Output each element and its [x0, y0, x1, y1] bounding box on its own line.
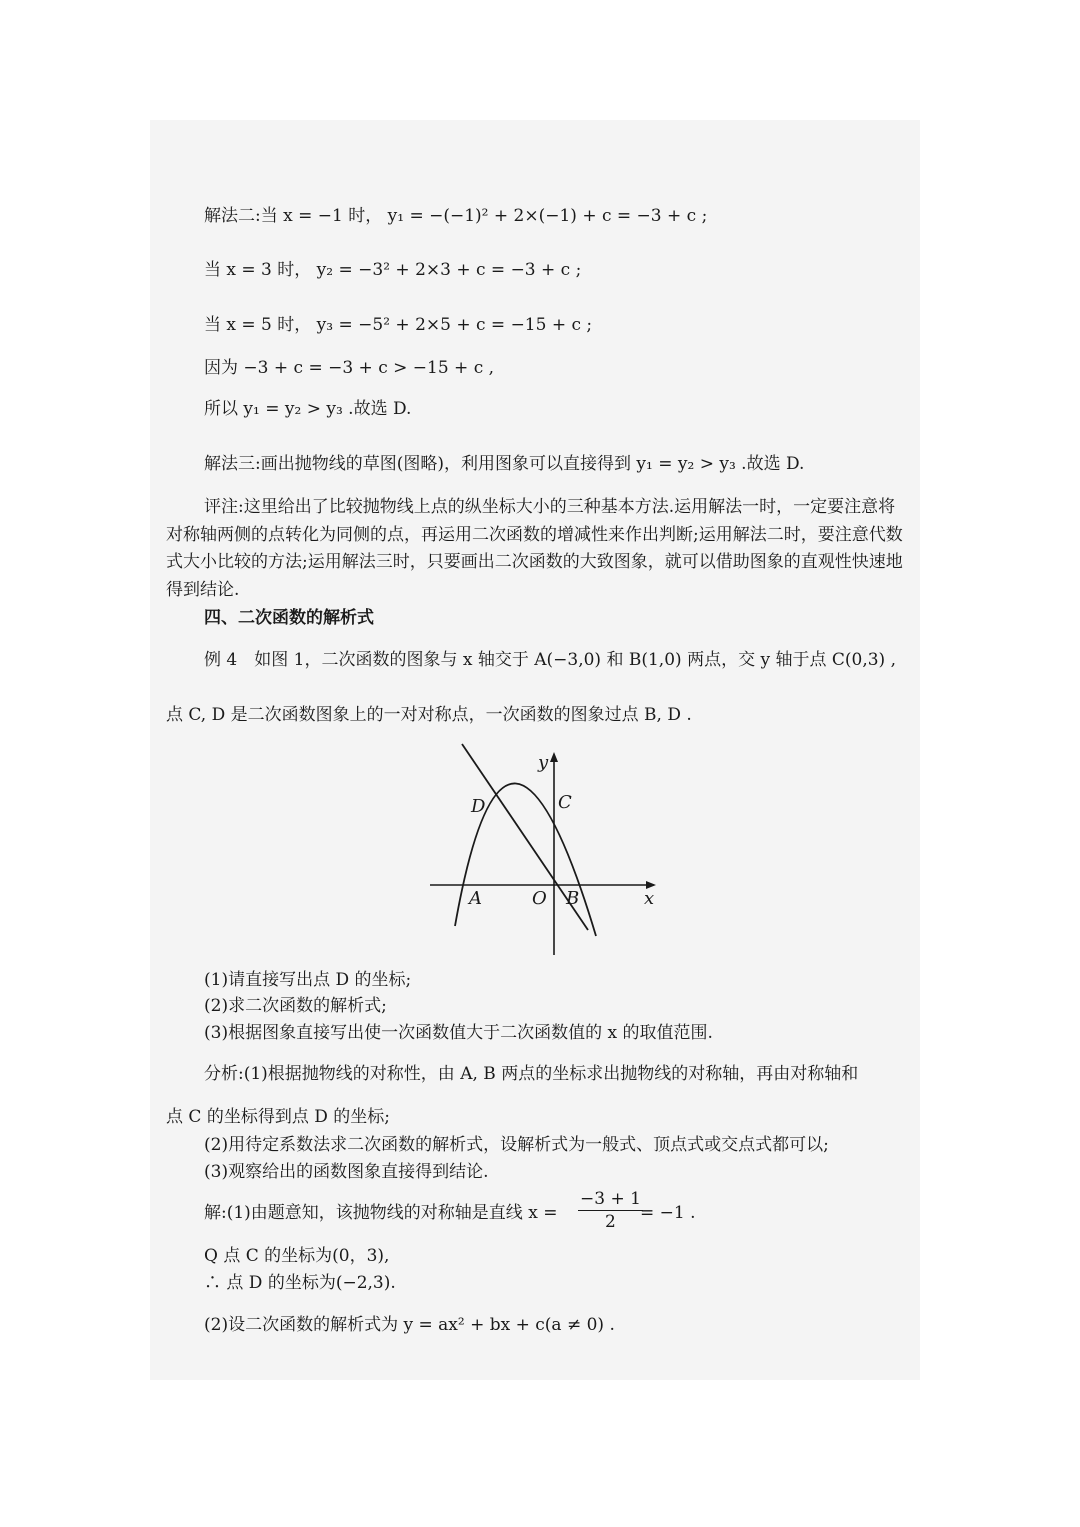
solution-2-line-3: 当 x = 5 时， y₃ = −5² + 2×5 + c = −15 + c ;: [204, 315, 593, 335]
label-x: x: [644, 888, 655, 909]
solution-3: 解法三:画出抛物线的草图(图略)，利用图象可以直接得到 y₁ = y₂ > y₃ .故选 D.: [204, 454, 805, 474]
solution-2-line-2: 当 x = 3 时， y₂ = −3² + 2×3 + c = −3 + c ;: [204, 260, 582, 280]
fraction-denominator: 2: [605, 1212, 616, 1232]
analysis-line-4: (3)观察给出的函数图象直接得到结论.: [204, 1162, 489, 1182]
section-heading-4: 四、二次函数的解析式: [204, 608, 374, 628]
example-4-line-1: 例 4 如图 1，二次函数的图象与 x 轴交于 A(−3,0) 和 B(1,0) 两点，交 y 轴于点 C(0,3) ,: [204, 650, 896, 670]
solution-2-line-4: 因为 −3 + c = −3 + c > −15 + c ,: [204, 358, 495, 378]
label-D: D: [471, 796, 486, 817]
label-B: B: [566, 888, 580, 909]
question-3: (3)根据图象直接写出使一次函数值大于二次函数值的 x 的取值范围.: [204, 1023, 713, 1043]
solution-line-1-suffix: = −1 .: [640, 1203, 696, 1223]
question-1: (1)请直接写出点 D 的坐标;: [204, 970, 412, 990]
figure-1-graph: [420, 740, 670, 960]
analysis-line-3: (2)用待定系数法求二次函数的解析式，设解析式为一般式、顶点式或交点式都可以;: [204, 1135, 829, 1155]
question-2: (2)求二次函数的解析式;: [204, 996, 387, 1016]
comment-paragraph: 评注:这里给出了比较抛物线上点的纵坐标大小的三种基本方法.运用解法一时，一定要注意将对称轴两侧的点转化为同侧的点，再运用二次函数的增减性来作出判断;运用解法二时，要注意代数式大小比较的方法;运用解法三时，只要画出二次函数的大致图象，就可以借助图象的直观性快速地得到结论.: [166, 497, 903, 600]
analysis-line-2: 点 C 的坐标得到点 D 的坐标;: [166, 1107, 390, 1127]
label-y: y: [538, 752, 549, 773]
solution-2-line-1: 解法二:当 x = −1 时， y₁ = −(−1)² + 2×(−1) + c = −3 + c ;: [204, 206, 708, 226]
analysis-line-1: 分析:(1)根据抛物线的对称性，由 A, B 两点的坐标求出抛物线的对称轴，再由对称轴和: [204, 1064, 859, 1084]
label-A: A: [469, 888, 482, 909]
solution-2-line-5: 所以 y₁ = y₂ > y₃ .故选 D.: [204, 399, 412, 419]
label-C: C: [558, 792, 572, 813]
label-O: O: [532, 888, 547, 909]
fraction-numerator: −3 + 1: [580, 1189, 641, 1209]
y-axis-arrow: [550, 752, 558, 762]
solution-line-3: ∴ 点 D 的坐标为(−2,3).: [204, 1273, 396, 1293]
solution-line-2: Q 点 C 的坐标为(0，3),: [204, 1246, 390, 1266]
example-4-line-2: 点 C, D 是二次函数图象上的一对对称点，一次函数的图象过点 B, D .: [166, 705, 692, 725]
solution-line-1-prefix: 解:(1)由题意知，该抛物线的对称轴是直线 x =: [204, 1203, 558, 1223]
symmetry-axis-fraction: [578, 1188, 643, 1233]
solution-line-4: (2)设二次函数的解析式为 y = ax² + bx + c(a ≠ 0) .: [204, 1315, 615, 1335]
